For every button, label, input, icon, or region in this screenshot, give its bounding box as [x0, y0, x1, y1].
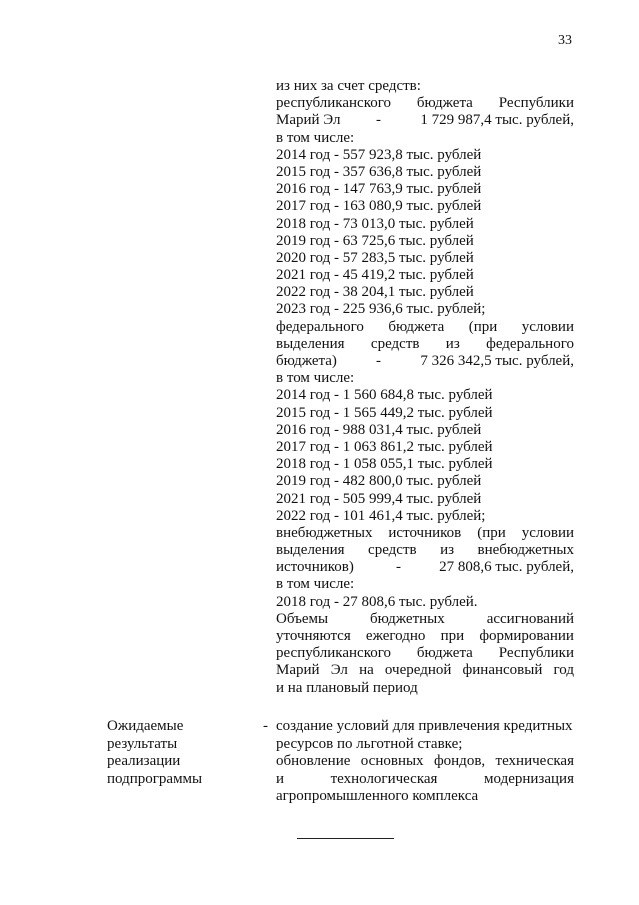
year-line: 2023 год - 225 936,6 тыс. рублей; — [276, 301, 486, 318]
year-line: 2020 год - 57 283,5 тыс. рублей — [276, 249, 474, 266]
word: год — [553, 662, 574, 679]
results-label-line: реализации — [107, 753, 181, 770]
extrabudget-line-2 — [276, 542, 574, 559]
extrabudget-total — [276, 559, 574, 576]
year-line: 2016 год - 988 031,4 тыс. рублей — [276, 421, 482, 438]
including-label: в том числе: — [276, 576, 355, 593]
word: из — [445, 335, 460, 352]
dash: - — [376, 112, 381, 129]
word: средств — [368, 542, 417, 559]
extrabudget-total-amount: 27 808,6 тыс. рублей, — [439, 559, 574, 576]
word: выделения — [276, 542, 345, 559]
year-line: 2017 год - 1 063 861,2 тыс. рублей — [276, 438, 493, 455]
year-line: 2014 год - 1 560 684,8 тыс. рублей — [276, 387, 493, 404]
results-dash: - — [263, 718, 268, 734]
funding-section — [276, 78, 574, 697]
word: модернизация — [484, 770, 574, 787]
word: формировании — [479, 628, 574, 644]
word: фондов, — [433, 753, 486, 770]
republic-total-amount: 1 729 987,4 тыс. рублей, — [420, 112, 574, 129]
word: Республики — [498, 95, 574, 112]
word: (при — [477, 524, 506, 541]
note-line-3 — [276, 645, 574, 662]
results-line-3 — [276, 753, 574, 771]
year-line: 2019 год - 63 725,6 тыс. рублей — [276, 232, 474, 249]
republic-total — [276, 112, 574, 129]
word: Эл — [330, 662, 348, 679]
word: бюджета — [416, 95, 473, 112]
note-line-5: и на плановый период — [276, 679, 418, 696]
page-number: 33 — [558, 33, 572, 48]
word: ежегодно — [365, 628, 426, 644]
word: федерального — [276, 318, 364, 335]
dash: - — [376, 353, 381, 369]
note-line-1 — [276, 611, 574, 628]
results-label-line: результаты — [107, 735, 178, 752]
results-label-line: подпрограммы — [107, 770, 203, 787]
word: технологическая — [330, 770, 438, 787]
word: и — [276, 770, 285, 787]
results-label — [107, 718, 202, 788]
word: республиканского — [276, 645, 391, 662]
word: внебюджетных — [276, 524, 373, 541]
word: (при — [468, 318, 498, 335]
year-line: 2021 год - 45 419,2 тыс. рублей — [276, 267, 474, 284]
federal-total — [276, 353, 574, 370]
including-label: в том числе: — [276, 129, 355, 146]
results-line-2: ресурсов по льготной ставке; — [276, 735, 463, 752]
word: республиканского — [276, 95, 391, 112]
word: финансовый — [462, 662, 543, 679]
word: основных — [360, 753, 424, 770]
word: уточняются — [276, 628, 351, 644]
federal-total-label: бюджета) — [276, 353, 337, 369]
results-line-4 — [276, 771, 574, 789]
word: обновление — [276, 753, 351, 770]
word: на — [359, 662, 374, 679]
year-line: 2018 год - 1 058 055,1 тыс. рублей — [276, 456, 493, 473]
extrabudget-total-label: источников) — [276, 559, 354, 576]
republic-years-list — [276, 147, 574, 319]
word: техническая — [495, 753, 574, 770]
year-line: 2019 год - 482 800,0 тыс. рублей — [276, 473, 482, 490]
year-line: 2022 год - 101 461,4 тыс. рублей; — [276, 507, 486, 524]
year-line: 2015 год - 1 565 449,2 тыс. рублей — [276, 404, 493, 421]
federal-total-amount: 7 326 342,5 тыс. рублей, — [420, 353, 574, 369]
word: Марий — [276, 662, 320, 679]
word: внебюджетных — [477, 542, 574, 559]
results-label-line: Ожидаемые — [107, 718, 184, 734]
word: Республики — [498, 645, 574, 662]
footer-rule — [297, 838, 394, 839]
word: бюджетных — [370, 610, 445, 627]
federal-line-2 — [276, 336, 574, 353]
word: очередной — [384, 662, 452, 679]
word: бюджета — [416, 645, 473, 662]
funding-intro: из них за счет средств: — [276, 78, 421, 94]
year-line: 2022 год - 38 204,1 тыс. рублей — [276, 284, 474, 301]
year-line: 2014 год - 557 923,8 тыс. рублей — [276, 146, 482, 163]
word: федерального — [486, 335, 574, 352]
word: из — [440, 542, 455, 559]
year-line: 2016 год - 147 763,9 тыс. рублей — [276, 181, 482, 198]
note-line-2 — [276, 628, 574, 645]
year-line: 2018 год - 27 808,6 тыс. рублей. — [276, 593, 478, 610]
republic-line-1 — [276, 95, 574, 112]
word: Объемы — [276, 610, 329, 627]
year-line: 2021 год - 505 999,4 тыс. рублей — [276, 490, 482, 507]
word: средств — [370, 335, 420, 352]
word: условии — [521, 524, 574, 541]
year-line: 2018 год - 73 013,0 тыс. рублей — [276, 215, 474, 232]
republic-total-label: Марий Эл — [276, 112, 341, 129]
extrabudget-years-list — [276, 594, 574, 611]
year-line: 2015 год - 357 636,8 тыс. рублей — [276, 163, 482, 180]
including-label: в том числе: — [276, 370, 355, 387]
extrabudget-line-1 — [276, 525, 574, 542]
word: ассигнований — [486, 610, 574, 627]
results-line-5: агропромышленного комплекса — [276, 788, 479, 805]
word: условии — [521, 318, 574, 335]
results-line-1: создание условий для привлечения кредитных — [276, 718, 573, 734]
dash: - — [396, 559, 401, 576]
word: источников — [388, 524, 462, 541]
year-line: 2017 год - 163 080,9 тыс. рублей — [276, 198, 482, 215]
federal-line-1 — [276, 319, 574, 336]
federal-years-list — [276, 387, 574, 525]
word: при — [440, 628, 465, 644]
results-body — [276, 718, 574, 806]
note-line-4 — [276, 662, 574, 679]
word: выделения — [276, 335, 345, 352]
word: бюджета — [388, 318, 445, 335]
